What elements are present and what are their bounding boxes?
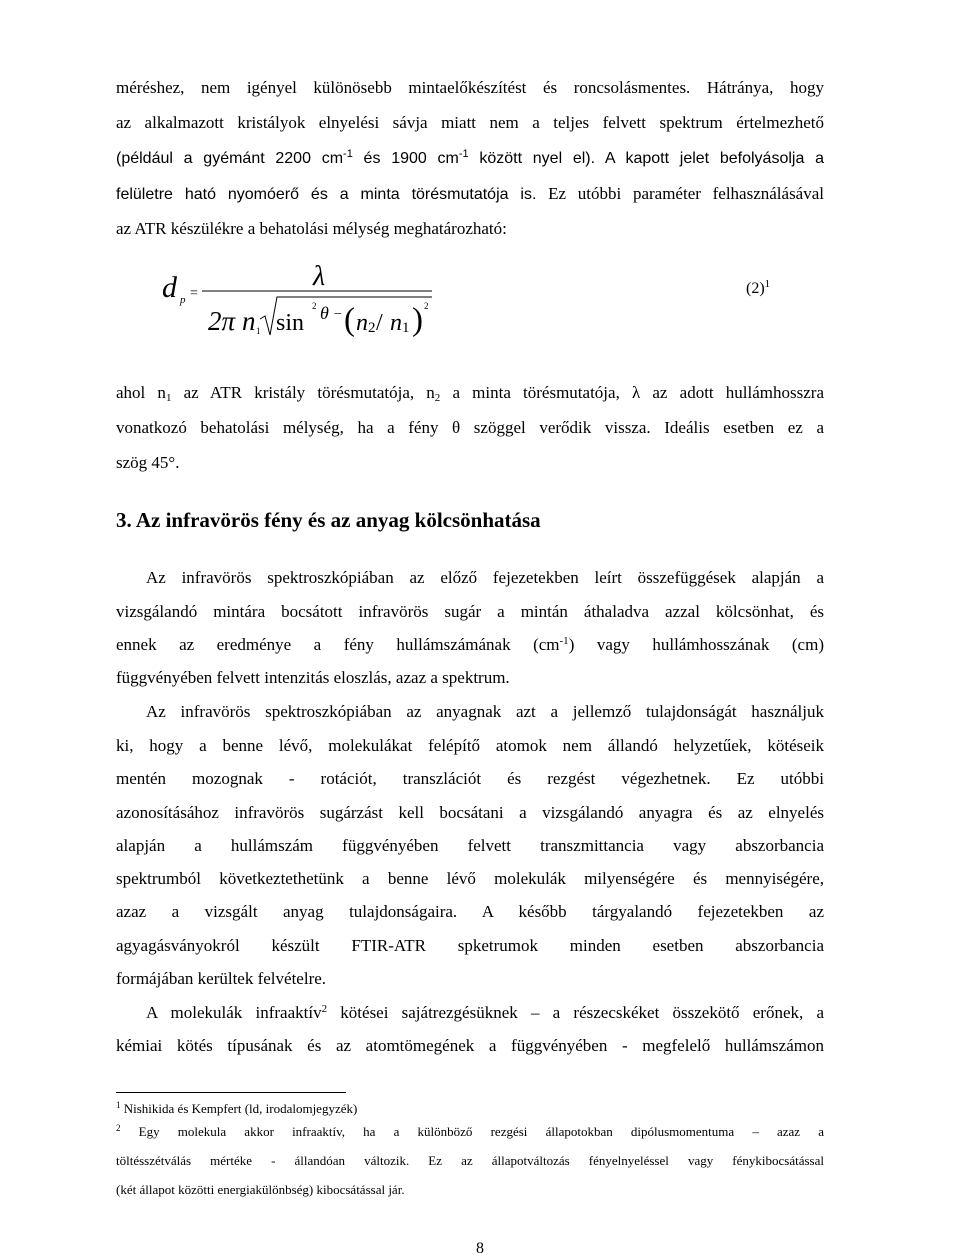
formula-theta: θ [320, 303, 329, 323]
formula-sin: sin [276, 310, 305, 336]
formula-minus: − [334, 307, 342, 322]
formula-n1: n [242, 306, 256, 336]
formula-n1b-sub: 1 [402, 320, 410, 336]
penetration-depth-formula [150, 255, 450, 345]
formula-lambda: λ [313, 261, 326, 292]
footnote-separator [116, 1092, 346, 1093]
body-line: ki, hogy a benne lévő, molekulákat felépítő atomok nem állandó helyzetűek, kötéseik [116, 736, 824, 755]
formula-n2-sub: 2 [368, 320, 376, 336]
body-line: függvényében felvett intenzitás eloszlás, azaz a spektrum. [116, 668, 510, 687]
formula-rparen: ) [412, 302, 423, 338]
formula-p: p [180, 294, 186, 306]
formula-n1b: n [390, 310, 402, 336]
formula-equals: = [190, 286, 198, 301]
body-line: formájában kerültek felvételre. [116, 969, 327, 988]
body-line: Az infravörös spektroszkópiában az előző fejezetekben leírt összefüggések alapján a [146, 568, 824, 587]
body-line: vizsgálandó mintára bocsátott infravörös sugár a mintán áthaladva azzal kölcsönhat, és [116, 602, 824, 621]
body-line: méréshez, nem igényel különösebb mintaelőkészítést és roncsolásmentes. Hátránya, hogy [116, 78, 824, 97]
body-line: ahol $n_1$ az ATR kristály törésmutatója, $n_2$ a minta törésmutatója, λ az adott hullámhosszra [116, 383, 824, 404]
formula-two-pi: 2π [208, 306, 236, 336]
formula-lparen: ( [344, 302, 355, 338]
body-line: A molekulák infraaktív$^2$ kötései sajátrezgésüknek – a részecskéket összekötő erőnek, a [146, 1003, 824, 1022]
section-heading: 3. Az infravörös fény és az anyag kölcsönhatása [116, 508, 541, 532]
body-line: szög 45°. [116, 453, 180, 472]
formula-n1-sub: 1 [256, 326, 261, 336]
body-line: kémiai kötés típusának és az atomtömegének a függvényében - megfelelő hullámszámon [116, 1036, 824, 1055]
formula-d: d [162, 271, 177, 304]
page-number: 8 [476, 1240, 484, 1257]
body-line: vonatkozó behatolási mélység, ha a fény θ szöggel verődik vissza. Ideális esetben ez a [116, 418, 824, 437]
body-line: felületre ható nyomóerő és a minta törésmutatója is. Ez utóbbi paraméter felhasználásával [116, 184, 824, 203]
body-line: azaz a vizsgált anyag tulajdonságaira. A később tárgyalandó fejezetekben az [116, 902, 824, 921]
footnote-2-line: töltésszétválás mértéke - állandóan változik. Ez az állapotváltozás fényelnyeléssel vagy fénykibocsátással [116, 1153, 824, 1168]
footnote-2-line: $^2$ Egy molekula akkor infraaktív, ha a különböző rezgési állapotokban dipólusmomentuma – azaz a [116, 1123, 824, 1139]
body-line: az ATR készülékre a behatolási mélység meghatározható: [116, 219, 507, 238]
formula-paren-exp: 2 [424, 301, 429, 311]
body-line: alapján a hullámszám függvényében felvett transzmittancia vagy abszorbancia [116, 836, 824, 855]
body-line: spektrumból következtethetünk a benne lévő molekulák milyenségére és mennyiségére, [116, 869, 824, 888]
body-line: Az infravörös spektroszkópiában az anyagnak azt a jellemző tulajdonságát használjuk [146, 702, 824, 721]
footnote-2-line: (két állapot közötti energiakülönbség) kibocsátással jár. [116, 1182, 405, 1197]
body-line: (például a gyémánt 2200 $cm^{-1}$ és 1900 $cm^{-1}$ között nyel el). A kapott jelet befolyásolja a [116, 148, 824, 167]
body-line: mentén mozognak - rotációt, transzlációt és rezgést végezhetnek. Ez utóbbi [116, 769, 824, 788]
body-line: azonosításához infravörös sugárzást kell bocsátani a vizsgálandó anyagra és az elnyelés [116, 803, 824, 822]
formula-slash: / [376, 310, 383, 336]
body-line: az alkalmazott kristályok elnyelési sávja miatt nem a teljes felvett spektrum értelmezhető [116, 113, 824, 132]
footnote-1: $^1$ Nishikida és Kempfert (ld, irodalomjegyzék) [116, 1100, 358, 1116]
formula-sin-exp: 2 [312, 301, 317, 311]
body-line: agyagásványokról készült FTIR-ATR spketrumok minden esetben abszorbancia [116, 936, 824, 955]
body-line: ennek az eredménye a fény hullámszámának $(cm^{-1})$ vagy hullámhosszának (cm) [116, 635, 824, 654]
equation-number: $(2)^1$ [746, 278, 771, 297]
formula-n2: n [356, 310, 368, 336]
